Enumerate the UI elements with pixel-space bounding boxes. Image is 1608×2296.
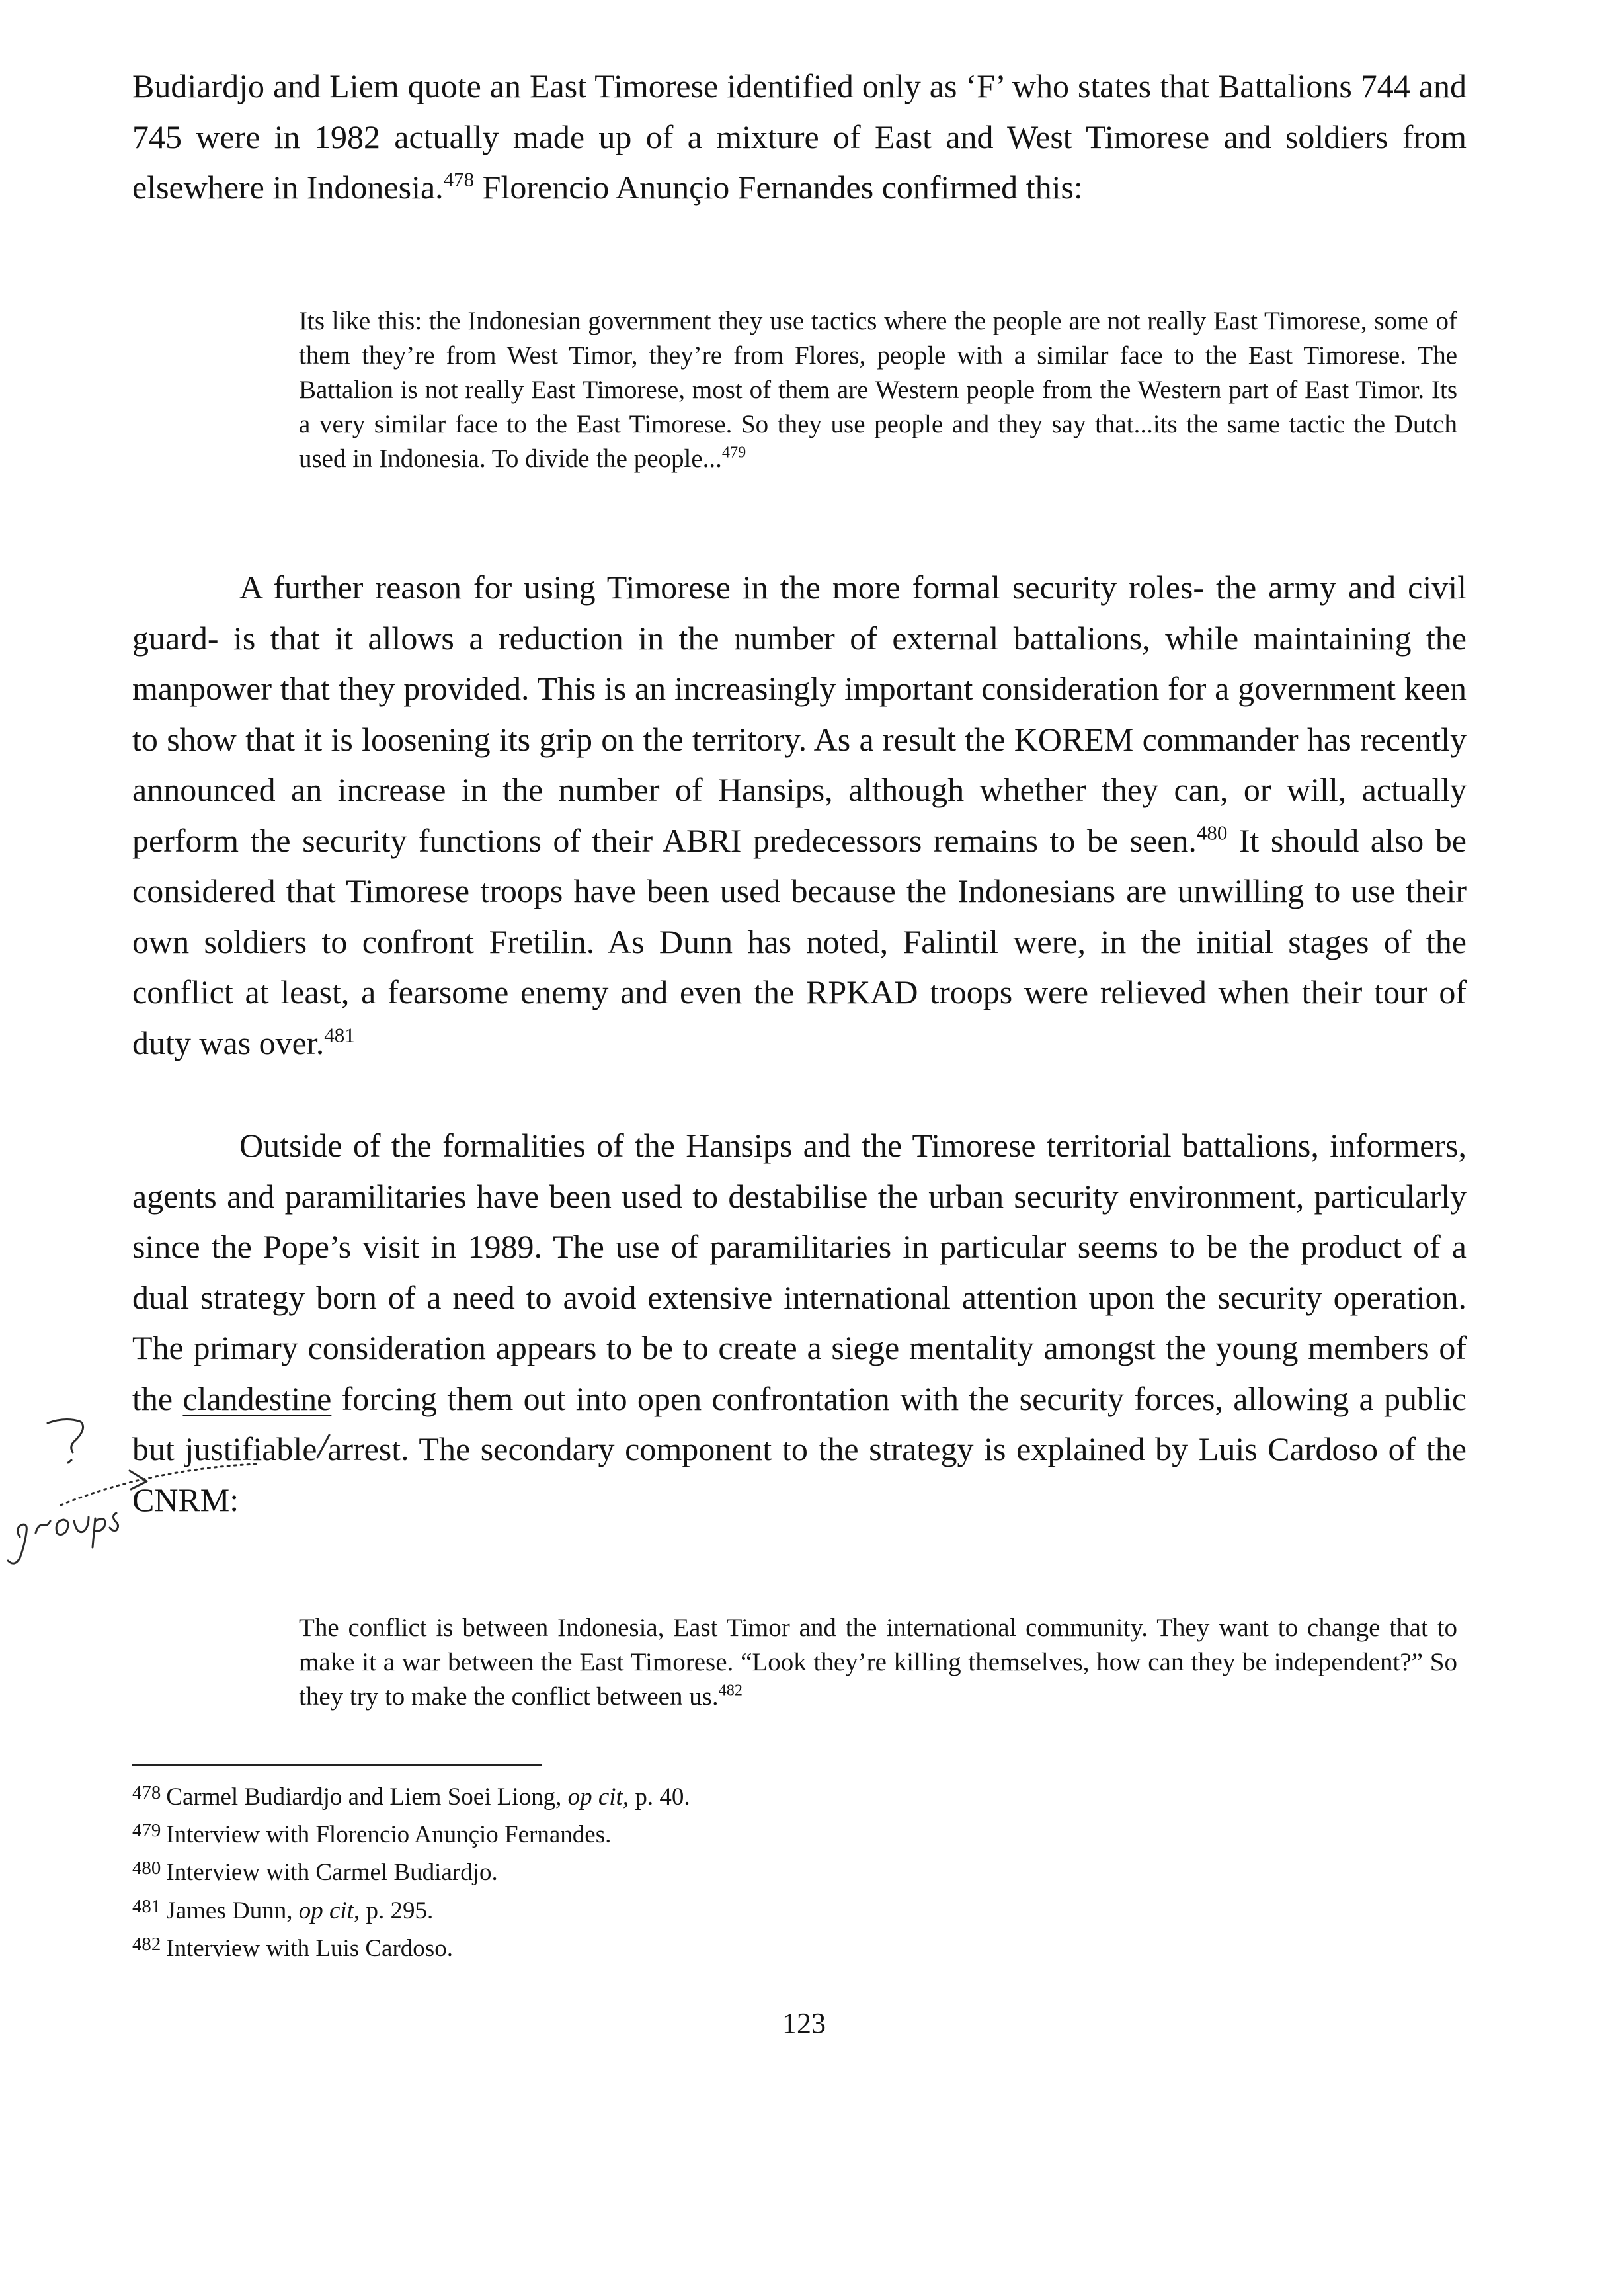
footnote-italic: op cit: [298, 1897, 354, 1924]
footnote-482: [132, 1928, 1322, 1965]
footnote-text: Interview with Luis Cardoso.: [166, 1935, 453, 1963]
paragraph-2: [132, 562, 1467, 1068]
footnote-text-end: , p. 40.: [622, 1784, 690, 1811]
footnote-number: 481: [132, 1895, 161, 1917]
paragraph-1-text-b: Florencio Anunçio Fernandes confirmed this:: [474, 169, 1083, 206]
block-quote-1: [299, 304, 1457, 476]
footnote-ref-478: 478: [443, 167, 475, 191]
paragraph-3-text-b: forcing them out into open confrontation with the security forces, allowing a public but justifiable arrest. The secondary component to the strategy is explained by Luis Cardoso of the CNRM:: [132, 1379, 1467, 1518]
paragraph-3: [132, 1120, 1467, 1525]
paragraph-2-text-b: It should also be considered that Timorese troops have been used because the Indonesians are unwilling to use their own soldiers to confront Fretilin. As Dunn has noted, Falintil were, in the initial stages of the conflict at least, a fearsome enemy and even the RPKAD troops were relieved when their tour of duty was over.: [132, 821, 1467, 1061]
footnote-number: 480: [132, 1858, 161, 1879]
footnote-number: 482: [132, 1933, 161, 1955]
paragraph-1-text-a: Budiardjo and Liem quote an East Timorese identified only as ‘F’ who states that Battalions 744 and 745 were in 1982 actually made up of a mixture of East and West Timorese and soldiers from elsewhere in Indonesia.: [132, 67, 1467, 206]
footnote-480: [132, 1852, 1322, 1889]
footnote-number: 478: [132, 1782, 161, 1803]
paragraph-2-text-a: A further reason for using Timorese in the more formal security roles- the army and civil guard- is that it allows a reduction in the number of external battalions, while maintaining the manpower that they provided. This is an increasingly important consideration for a government keen to show that it is loosening its grip on the territory. As a result the KOREM commander has recently announced an increase in the number of Hansips, although whether they can, or will, actually perform the security functions of their ABRI predecessors remains to be seen.: [132, 569, 1467, 859]
footnote-ref-482: 482: [718, 1681, 743, 1700]
footnote-478: [132, 1776, 1322, 1814]
footnote-ref-480: 480: [1196, 820, 1228, 844]
footnote-481: [132, 1890, 1322, 1928]
footnote-text: Carmel Budiardjo and Liem Soei Liong,: [166, 1784, 568, 1811]
footnote-text: Interview with Carmel Budiardjo.: [166, 1859, 498, 1887]
footnote-divider: [132, 1764, 542, 1766]
footnote-text: Interview with Florencio Anunçio Fernandes.: [166, 1821, 612, 1849]
footnote-ref-481: 481: [324, 1022, 355, 1046]
footnote-italic: op cit: [567, 1784, 623, 1811]
footnote-list: [132, 1776, 1322, 1965]
page-number: 123: [782, 2007, 826, 2039]
paragraph-1: [132, 61, 1467, 213]
footnote-text-end: , p. 295.: [353, 1897, 434, 1924]
footnote-479: [132, 1814, 1322, 1852]
block-quote-2-text: The conflict is between Indonesia, East Timor and the international community. They want to change that to make it a war between the East Timorese. “Look they’re killing themselves, how can they be independent?” So they try to make the conflict between us.: [299, 1614, 1457, 1711]
paragraph-3-text-a: Outside of the formalities of the Hansips and the Timorese territorial battalions, informers, agents and paramilitaries have been used to destabilise the urban security environment, particularly since the Pope’s visit in 1989. The use of paramilitaries in particular seems to be the product of a dual strategy born of a need to avoid extensive international attention upon the security operation. The primary consideration appears to be to create a siege mentality amongst the young members of the: [132, 1127, 1467, 1417]
footnote-ref-479: 479: [721, 443, 746, 462]
block-quote-2: [299, 1611, 1457, 1714]
underlined-word: clandestine: [182, 1379, 332, 1417]
footnote-text: James Dunn,: [166, 1897, 299, 1924]
block-quote-1-text: Its like this: the Indonesian government they use tactics where the people are not really East Timorese, some of them they’re from West Timor, they’re from Flores, people with a similar face to the East Timorese. The Battalion is not really East Timorese, most of them are Western people from the Western part of East Timor. Its a very similar face to the East Timorese. So they use people and they say that...its the same tactic the Dutch used in Indonesia. To divide the people...: [299, 307, 1457, 473]
footnote-number: 479: [132, 1820, 161, 1842]
